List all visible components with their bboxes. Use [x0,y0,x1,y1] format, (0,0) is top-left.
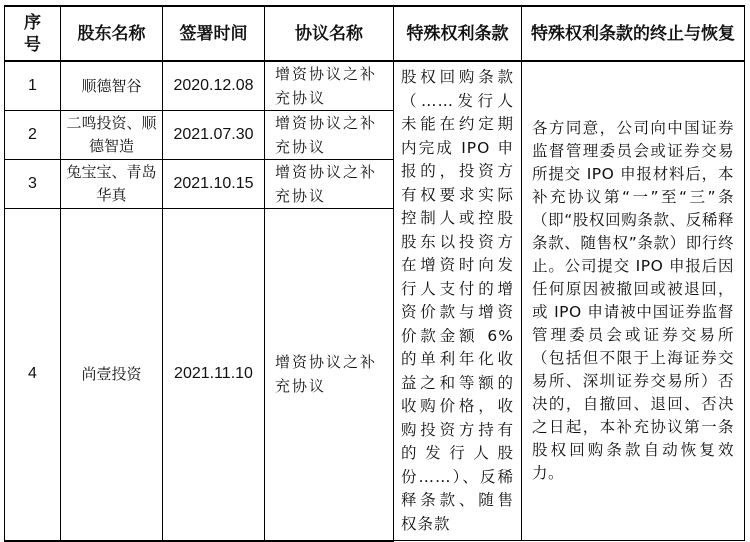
row-date: 2021.11.10 [163,209,265,541]
row-shareholder: 二鸣投资、顺德智造 [61,111,163,160]
row-seq: 2 [5,111,61,160]
header-date: 签署时间 [163,6,265,61]
header-termination: 特殊权利条款的终止与恢复 [522,6,745,61]
table-row [5,61,745,111]
row-shareholder: 尚壹投资 [61,209,163,541]
header-agreement: 协议名称 [265,6,394,61]
row-agreement: 增资协议之补充协议 [265,111,394,160]
row-seq: 3 [5,160,61,209]
row-agreement: 增资协议之补充协议 [265,209,394,541]
row-agreement: 增资协议之补充协议 [265,61,394,111]
row-seq: 4 [5,209,61,541]
header-row [5,6,745,61]
row-shareholder: 顺德智谷 [61,61,163,111]
row-date: 2021.07.30 [163,111,265,160]
special-clause-cell: 股权回购条款（……发行人未能在约定期内完成 IPO 申报的，投资方有权要求实际控制人或控股股东以投资方在增资时向发行人支付的增资价款与增资价款金额 6%的单利年化收益之和等额的收购价格，收购投资方持有的发行人股份……）、反稀释条款、随售权条款 [394,61,522,541]
row-shareholder: 兔宝宝、青岛华真 [61,160,163,209]
header-shareholder: 股东名称 [61,6,163,61]
row-seq: 1 [5,61,61,111]
row-date: 2021.10.15 [163,160,265,209]
shareholder-special-rights-table [4,5,745,542]
termination-cell: 各方同意，公司向中国证券监督管理委员会或证券交易所提交 IPO 申报材料后，本补充协议第“一”至“三”条（即“股权回购条款、反稀释条款、随售权”条款）即行终止。公司提交 IPO 申报后因任何原因被撤回或被退回，或 IPO 申请被中国证券监督管理委员会或证券交易所（包括但不限于上海证券交易所、深圳证券交易所）否决的，自撤回、退回、否决之日起，本补充协议第一条股权回购条款自动恢复效力。 [522,61,745,541]
row-agreement: 增资协议之补充协议 [265,160,394,209]
header-seq: 序 号 [5,6,61,61]
header-special-clause: 特殊权利条款 [394,6,522,61]
row-date: 2020.12.08 [163,61,265,111]
